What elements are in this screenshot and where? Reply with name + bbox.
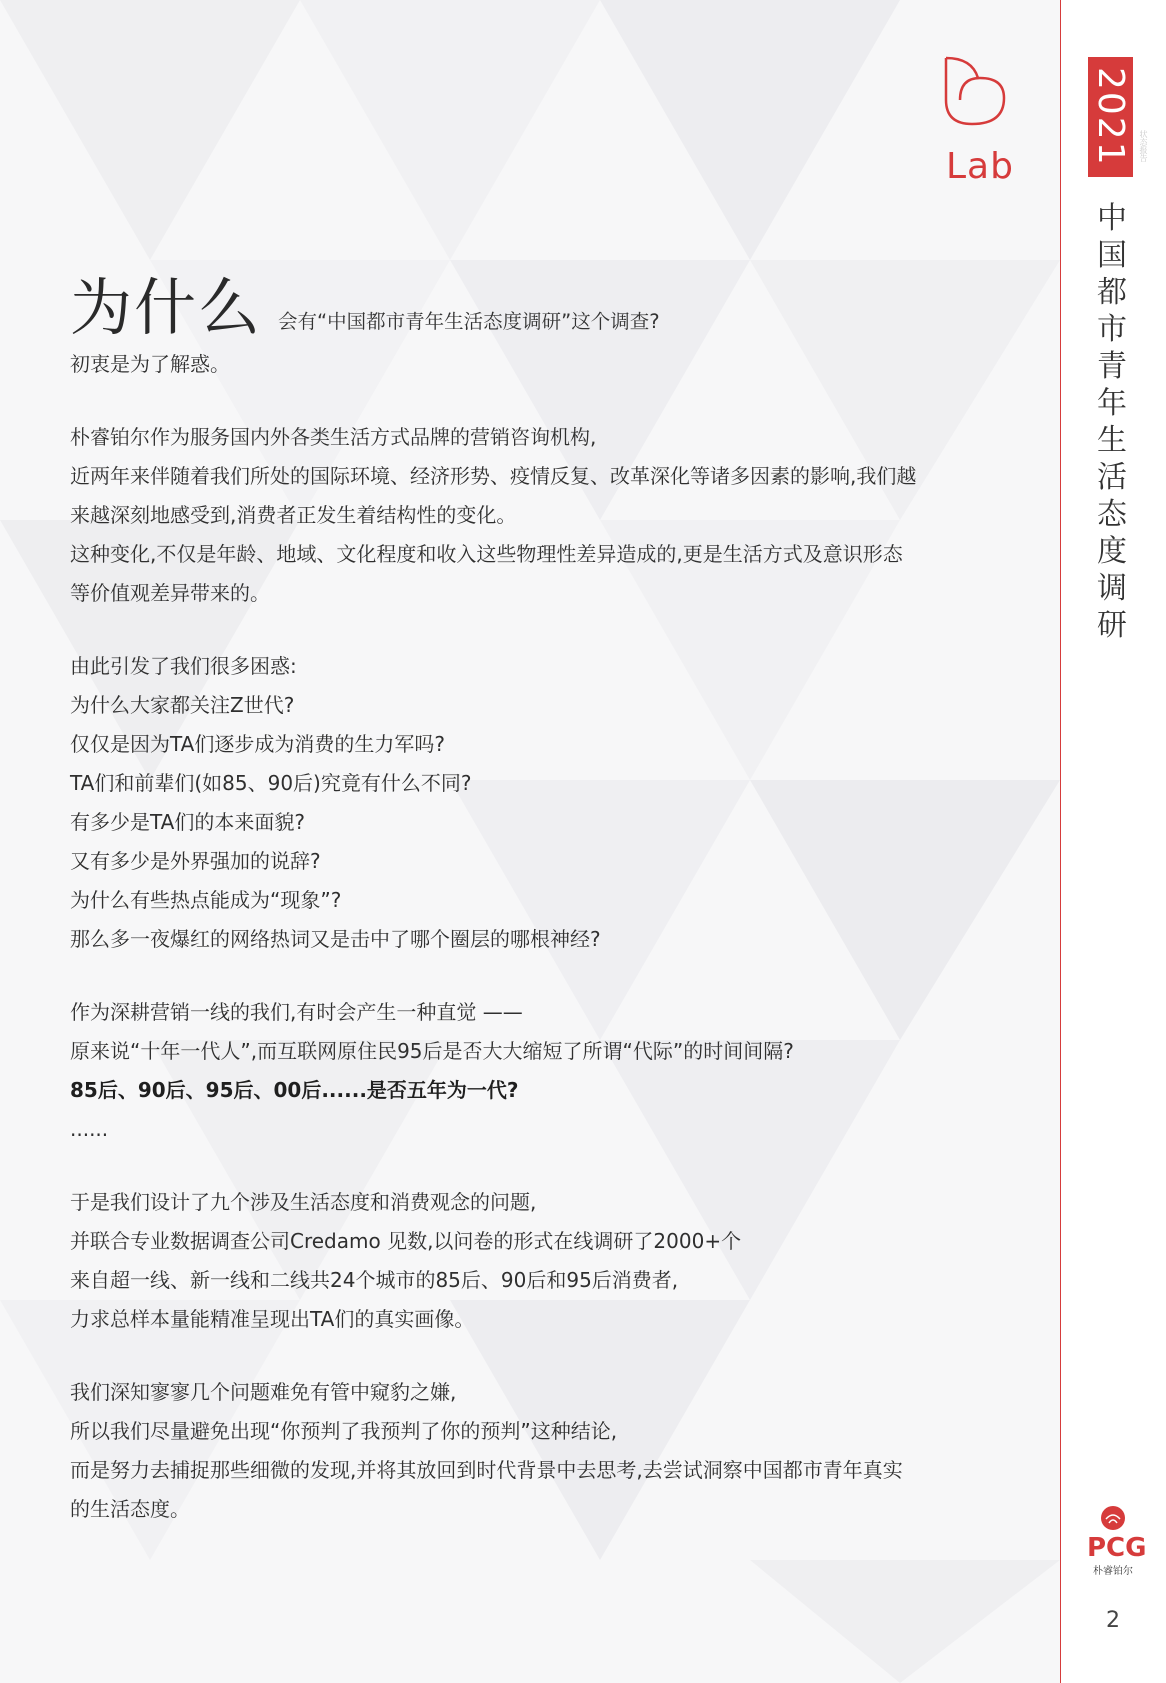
pcg-brand-cn: 朴睿铂尔 [1093, 1566, 1133, 1577]
body-paragraphs [70, 345, 990, 1529]
paragraph-line: 近两年来伴随着我们所处的国际环境、经济形势、疫情反复、改革深化等诸多因素的影响,我们越 [70, 464, 917, 488]
paragraph-line: 初衷是为了解惑。 [70, 352, 230, 376]
paragraph-line: 朴睿铂尔作为服务国内外各类生活方式品牌的营销咨询机构, [70, 425, 597, 449]
paragraph-line: 那么多一夜爆红的网络热词又是击中了哪个圈层的哪根神经? [70, 927, 601, 951]
paragraph-line: 仅仅是因为TA们逐步成为消费的生力军吗? [70, 732, 445, 756]
pcg-logo-icon [1100, 1505, 1126, 1531]
paragraph-line: 而是努力去捕捉那些细微的发现,并将其放回到时代背景中去思考,去尝试洞察中国都市青年真实 [70, 1458, 903, 1482]
paragraph-line: 85后、90后、95后、00后......是否五年为一代? [70, 1078, 519, 1102]
lab-logo-icon [938, 52, 1012, 132]
paragraph-line: 力求总样本量能精准呈现出TA们的真实画像。 [70, 1307, 475, 1331]
paragraph-gap [70, 613, 990, 647]
main-content [70, 270, 990, 1529]
paragraph-gap [70, 1339, 990, 1373]
paragraph-line: ...... [70, 1117, 109, 1141]
paragraph-line: 又有多少是外界强加的说辞? [70, 849, 321, 873]
paragraph-line: 有多少是TA们的本来面貌? [70, 810, 305, 834]
lab-label: Lab [946, 146, 1014, 187]
paragraph-gap [70, 1149, 990, 1183]
report-title-vertical: 中国都市青年生活态度调研 [1097, 201, 1127, 643]
year-text: 2021 [1090, 67, 1131, 167]
sidebar-divider-line [1060, 0, 1061, 1683]
paragraph-line: 并联合专业数据调查公司Credamo 见数,以问卷的形式在线调研了2000+个 [70, 1229, 742, 1253]
heading-question: 会有“中国都市青年生活态度调研”这个调查? [278, 310, 660, 333]
paragraph-line: 所以我们尽量避免出现“你预判了我预判了你的预判”这种结论, [70, 1419, 618, 1443]
paragraph-line: 为什么大家都关注Z世代? [70, 693, 295, 717]
page-heading [70, 270, 990, 344]
year-subtitle: 状态报告 [1139, 130, 1148, 162]
paragraph-line: 原来说“十年一代人”,而互联网原住民95后是否大大缩短了所谓“代际”的时间间隔? [70, 1039, 794, 1063]
paragraph-line: 等价值观差异带来的。 [70, 581, 270, 605]
page-number: 2 [1106, 1608, 1120, 1633]
paragraph-line: 来自超一线、新一线和二线共24个城市的85后、90后和95后消费者, [70, 1268, 679, 1292]
paragraph-line: 为什么有些热点能成为“现象”? [70, 888, 342, 912]
paragraph-gap [70, 384, 990, 418]
paragraph-line: 作为深耕营销一线的我们,有时会产生一种直觉 —— [70, 1000, 523, 1024]
paragraph-line: TA们和前辈们(如85、90后)究竟有什么不同? [70, 771, 472, 795]
paragraph-line: 的生活态度。 [70, 1497, 190, 1521]
paragraph-line: 这种变化,不仅是年龄、地域、文化程度和收入这些物理性差异造成的,更是生活方式及意识形态 [70, 542, 903, 566]
heading-large: 为什么 [70, 271, 263, 344]
paragraph-gap [70, 959, 990, 993]
paragraph-line: 来越深刻地感受到,消费者正发生着结构性的变化。 [70, 503, 517, 527]
paragraph-line: 由此引发了我们很多困惑: [70, 654, 297, 678]
pcg-brand: PCG [1087, 1533, 1147, 1563]
paragraph-line: 我们深知寥寥几个问题难免有管中窥豹之嫌, [70, 1380, 457, 1404]
paragraph-line: 于是我们设计了九个涉及生活态度和消费观念的问题, [70, 1190, 537, 1214]
